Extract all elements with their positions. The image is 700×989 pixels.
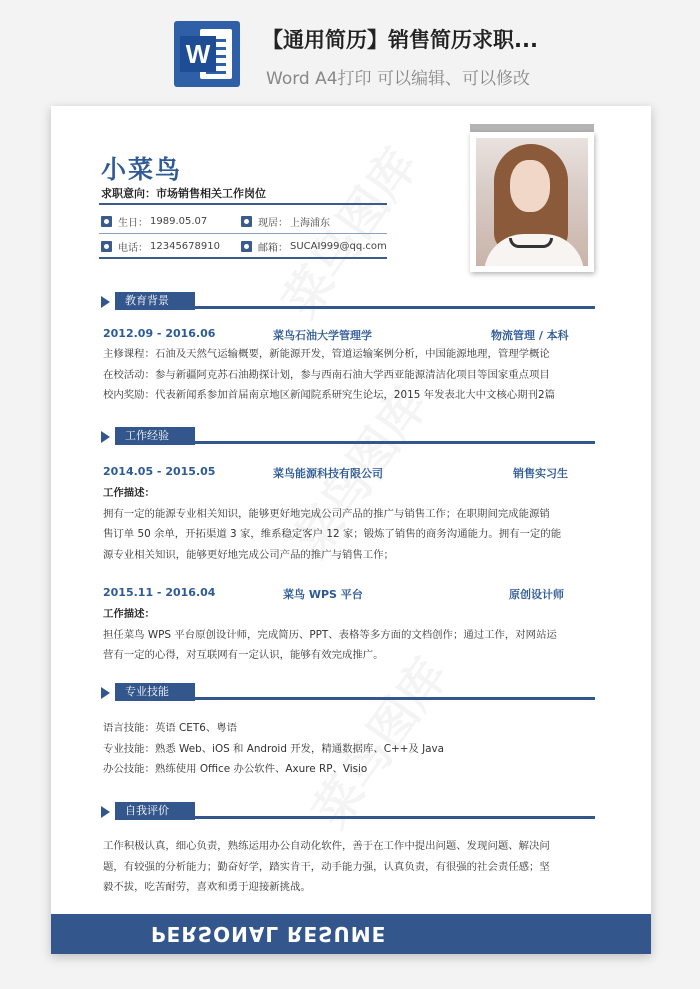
mail-icon <box>241 241 252 252</box>
divider <box>99 203 387 205</box>
section-title: 教育背景 <box>115 292 195 310</box>
job-desc-line: 营有一定的心得，对互联网有一定认识，能够有效完成推广。 <box>103 649 384 661</box>
photo-frame-bar <box>470 124 594 132</box>
job-desc-line: 售订单 50 余单，开拓渠道 3 家，维系稳定客户 12 家；锻炼了销售的商务沟通能力。拥有一定的能 <box>103 528 562 540</box>
education-details <box>103 344 585 406</box>
person-icon <box>101 216 112 227</box>
job-intent: 求职意向：市场销售相关工作岗位 <box>101 187 266 200</box>
document-title: 【通用简历】销售简历求职... <box>262 28 538 52</box>
skills-details <box>103 718 585 780</box>
divider <box>99 233 387 234</box>
job-role: 销售实习生 <box>513 467 568 480</box>
phone-icon <box>101 241 112 252</box>
job-date: 2014.05 - 2015.05 <box>103 465 216 478</box>
triangle-icon <box>101 431 110 443</box>
resume-page <box>51 106 651 954</box>
education-line: 主修课程：石油及天然气运输概要，新能源开发，管道运输案例分析，中国能源地理，管理学概论 <box>103 348 550 360</box>
job-desc-line: 拥有一定的能源专业相关知识，能够更好地完成公司产品的推广与销售工作；在职期间完成能源销 <box>103 507 550 520</box>
profile-photo <box>470 132 594 272</box>
email-info: 邮箱： SUCAI999@qq.com <box>241 239 387 254</box>
skill-line: 专业技能：熟悉 Web、iOS 和 Android 开发，精通数据库、C++及 Java <box>103 742 445 755</box>
education-major: 物流管理 / 本科 <box>491 329 569 342</box>
job-date: 2015.11 - 2016.04 <box>103 586 216 599</box>
skill-line: 语言技能：英语 CET6、粤语 <box>103 722 237 734</box>
calendar-icon <box>241 216 252 227</box>
triangle-icon <box>101 296 110 308</box>
footer-banner <box>51 914 651 954</box>
education-line: 校内奖励：代表新闻系参加首届南京地区新闻院系研究生论坛，2015 年发表北大中文核心期刊2篇 <box>103 389 555 401</box>
section-work <box>101 427 595 449</box>
job-company: 菜鸟能源科技有限公司 <box>273 467 383 480</box>
triangle-icon <box>101 806 110 818</box>
document-subtitle: Word A4打印 可以编辑、可以修改 <box>266 69 530 89</box>
education-date: 2012.09 - 2016.06 <box>103 327 216 340</box>
section-title: 专业技能 <box>115 683 195 701</box>
skill-line: 办公技能：熟练使用 Office 办公软件、Axure RP、Visio <box>103 763 368 775</box>
self-line: 题，有较强的分析能力；勤奋好学，踏实肯干，动手能力强，认真负责，有很强的社会责任感；坚 <box>103 860 550 873</box>
education-line: 在校活动：参与新疆阿克苏石油勘探计划，参与西南石油大学西亚能源清洁化项目等国家重点项目 <box>103 368 550 381</box>
section-title: 自我评价 <box>115 802 195 820</box>
birth-info: 生日： 1989.05.07 <box>101 214 207 229</box>
job-desc-label: 工作描述： <box>103 487 155 499</box>
job-company: 菜鸟 WPS 平台 <box>283 588 363 601</box>
job-role: 原创设计师 <box>509 588 564 601</box>
self-line: 毅不拔，吃苦耐劳，喜欢和勇于迎接新挑战。 <box>103 881 311 893</box>
job-desc-line: 源专业相关知识，能够更好地完成公司产品的推广与销售工作； <box>103 548 394 561</box>
section-skills <box>101 683 595 705</box>
home-info: 现居： 上海浦东 <box>241 214 330 229</box>
candidate-name: 小菜鸟 <box>101 155 183 184</box>
divider <box>99 257 387 259</box>
job-desc-line: 担任菜鸟 WPS 平台原创设计师，完成简历、PPT、表格等多方面的文档创作；通过工作，对网站运 <box>103 628 557 641</box>
triangle-icon <box>101 687 110 699</box>
job-description <box>103 604 585 666</box>
education-school: 菜鸟石油大学管理学 <box>273 329 372 342</box>
section-title: 工作经验 <box>115 427 195 445</box>
self-evaluation-text <box>103 836 585 898</box>
word-document-icon: W <box>174 21 240 87</box>
section-education <box>101 292 595 314</box>
phone-info: 电话： 12345678910 <box>101 239 220 254</box>
job-desc-label: 工作描述： <box>103 608 155 620</box>
section-self-evaluation <box>101 802 595 824</box>
header <box>0 0 700 100</box>
footer-banner-text: PERSONAL RESUME <box>151 922 387 946</box>
job-description <box>103 483 585 565</box>
self-line: 工作积极认真，细心负责，熟练运用办公自动化软件，善于在工作中提出问题、发现问题、解决问 <box>103 840 550 852</box>
